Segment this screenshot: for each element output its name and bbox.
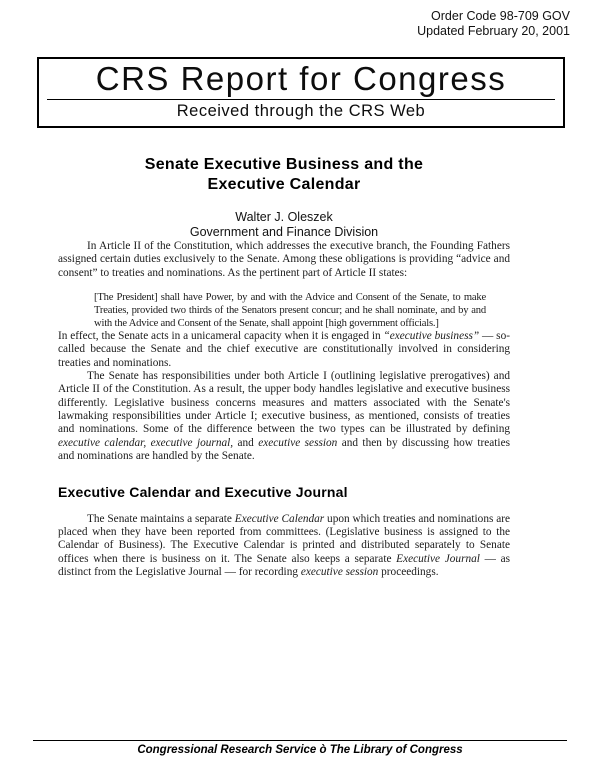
- paragraph-text: — so-called because the Senate and the chief executive are constitutionally involved in considering treaties and nominations.: [58, 330, 510, 369]
- body-paragraph-2: [58, 330, 510, 370]
- byline: [58, 210, 510, 240]
- author-name: Walter J. Oleszek: [235, 210, 333, 224]
- body-paragraph-4: [58, 513, 510, 579]
- emphasized-term: “executive business”: [383, 330, 480, 343]
- constitution-quote: [The President] shall have Power, by and with the Advice and Consent of the Senate, to make Treaties, provided two thirds of the Senators present concur; and he shall nominate, and by and with the Advice and Consent of the Senate, shall appoint [high government officials.]: [94, 291, 486, 330]
- crs-logo-symbol: ò: [319, 744, 327, 756]
- order-code: Order Code 98-709 GOV: [431, 9, 570, 23]
- emphasized-term: Executive Journal: [396, 552, 480, 565]
- banner-divider: [47, 99, 555, 100]
- emphasized-term: executive session: [300, 565, 379, 578]
- report-body: [58, 155, 510, 579]
- page-footer: [33, 740, 567, 756]
- body-paragraph-1: In Article II of the Constitution, which addresses the executive branch, the Founding Fathers assigned certain duties exclusively to the Senate. Among these obligations is providing “advice and consent” to treaties and nominations. As the pertinent part of Article II states:: [58, 240, 510, 279]
- banner-title: CRS Report for Congress: [95, 60, 507, 97]
- paragraph-text: In effect, the Senate acts in a unicameral capacity when it is engaged in: [58, 330, 384, 343]
- emphasized-term: Executive Calendar: [234, 512, 325, 525]
- paragraph-text: The Senate has responsibilities under both Article I (outlining legislative prerogatives) and Article II of the Constitution. As a result, the upper body handles legislative and executive business differently. Legislative business concerns measures and matters associated with the Senate's lawmaking responsibilities under Article I; executive business, as mentioned, consists of treaties and nominations. Some of the difference between the two types can be illustrated by defining: [58, 370, 510, 436]
- paragraph-text: — as distinct from the Legislative Journal — for recording: [58, 552, 510, 578]
- crs-banner-box: [37, 57, 565, 128]
- body-paragraph-3: [58, 370, 510, 463]
- author-division: Government and Finance Division: [189, 225, 379, 239]
- section-heading: Executive Calendar and Executive Journal: [58, 484, 348, 501]
- paragraph-text: and: [233, 436, 259, 449]
- report-title-line2: Executive Calendar: [207, 176, 361, 193]
- paragraph-text: upon which treaties and nominations are placed when they have been reported from committees. (Legislative business is assigned to the Calendar of Business). The Executive Calendar is printed and distributed separately to Senate offices when there is business on it. The Senate also keeps a separate: [58, 512, 510, 565]
- paragraph-text: proceedings.: [378, 565, 439, 578]
- crs-service-name: Congressional Research Service: [137, 744, 317, 756]
- paragraph-text: The Senate maintains a separate: [87, 512, 235, 525]
- emphasized-term: executive session: [258, 436, 338, 449]
- banner-subtitle: Received through the CRS Web: [176, 102, 426, 120]
- report-title-line1: Senate Executive Business and the: [144, 156, 424, 173]
- emphasized-term: executive calendar, executive journal,: [58, 436, 234, 449]
- library-name: The Library of Congress: [329, 744, 463, 756]
- report-title: [58, 155, 510, 195]
- paragraph-text: and then by discussing how treaties and nominations are handled by the Senate.: [58, 436, 510, 462]
- header-meta: [417, 9, 570, 39]
- updated-date: Updated February 20, 2001: [417, 24, 570, 38]
